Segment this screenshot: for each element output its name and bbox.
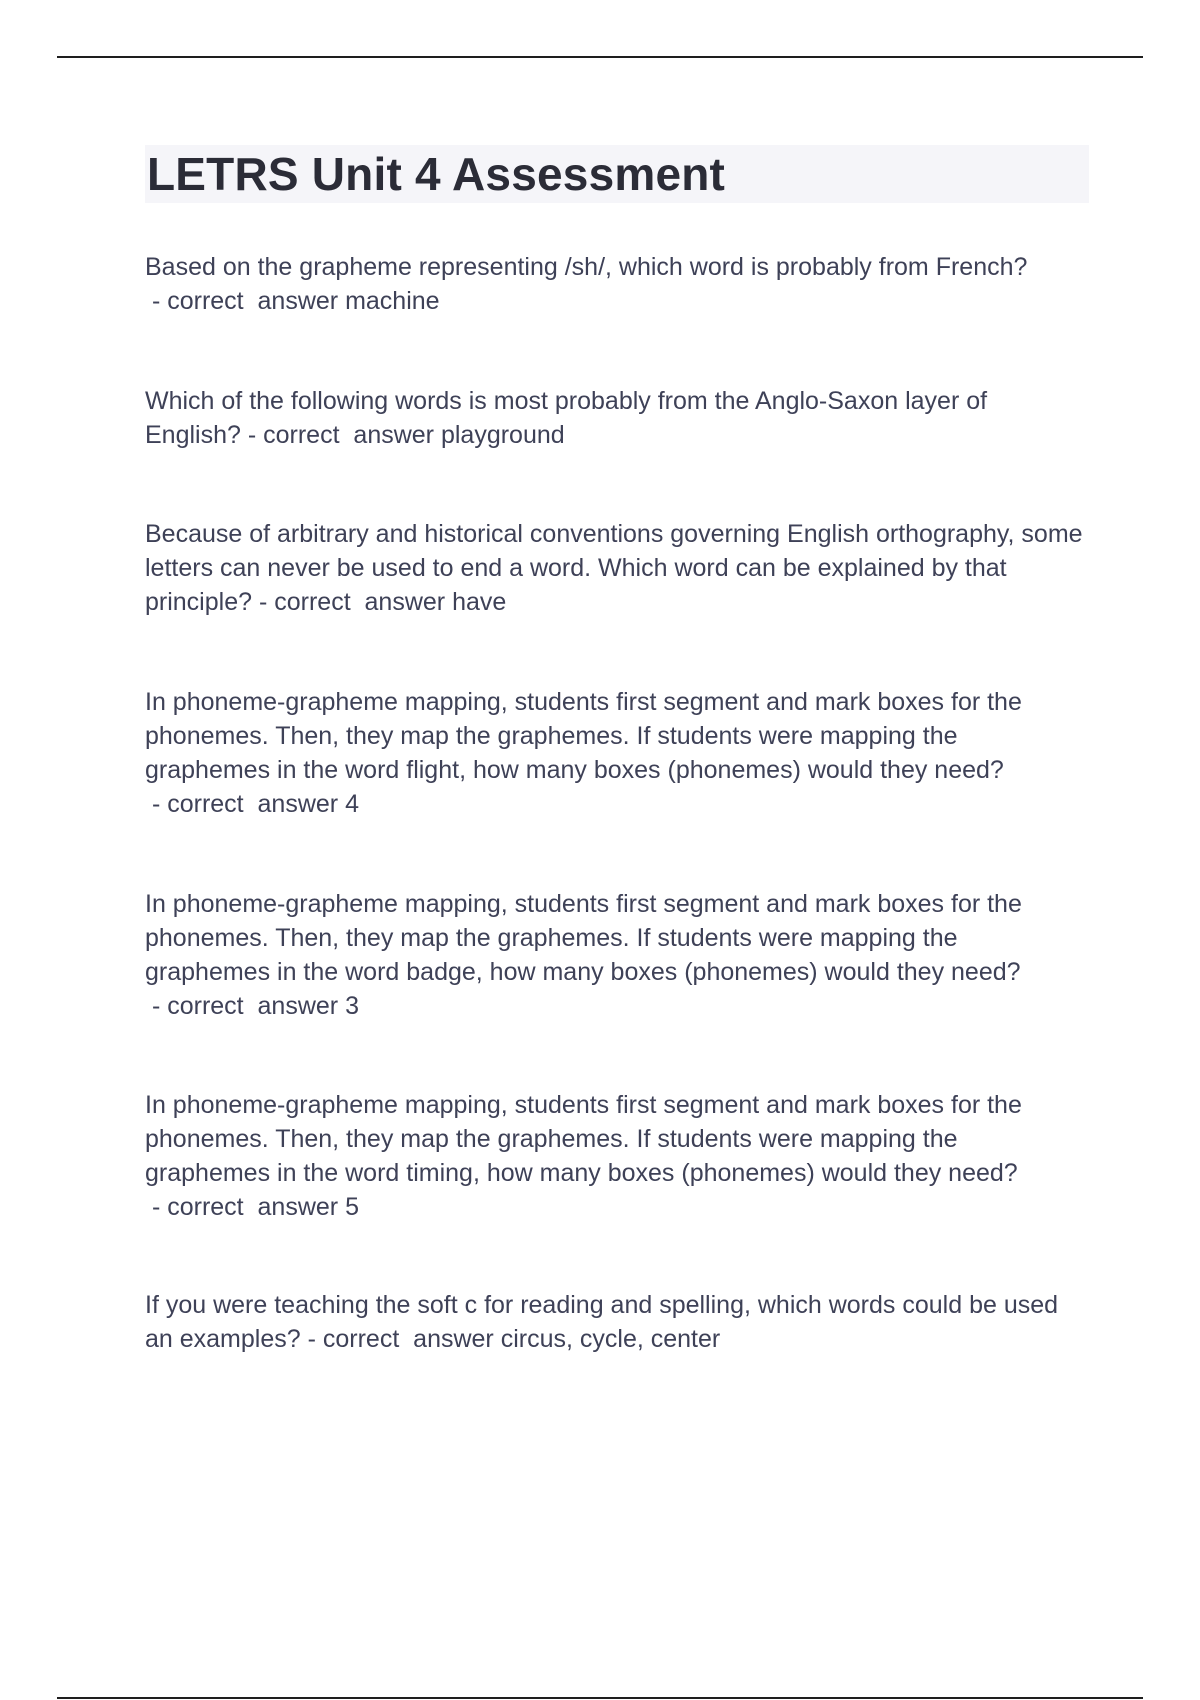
answer-text: 4 — [345, 790, 359, 818]
qa-item — [145, 685, 1087, 821]
answer-label: correct answer — [167, 992, 339, 1020]
separator: - — [145, 992, 168, 1020]
separator: - — [252, 588, 275, 616]
question-text: In phoneme-grapheme mapping, students first segment and mark boxes for the phonemes. Then, they map the graphemes. If students were mapping the graphemes in the word timing, how many boxes (phonemes) would they need? — [145, 1091, 1022, 1187]
separator: - — [145, 287, 168, 315]
answer-text: circus, cycle, center — [500, 1325, 721, 1353]
question-text: Because of arbitrary and historical conventions governing English orthography, some letters can never be used to end a word. Which word can be explained by that principle? — [145, 520, 1083, 616]
question-text: Based on the grapheme representing /sh/, which word is probably from French? — [145, 253, 1028, 281]
qa-item — [145, 1088, 1087, 1224]
question-text: Which of the following words is most probably from the Anglo-Saxon layer of English? — [145, 387, 988, 449]
answer-label: correct answer — [167, 790, 339, 818]
separator: - — [145, 1193, 168, 1221]
answer-text: 3 — [345, 992, 359, 1020]
bottom-rule — [57, 1697, 1143, 1699]
answer-label: correct answer — [263, 421, 435, 449]
top-rule — [57, 56, 1143, 58]
answer-text: 5 — [345, 1193, 359, 1221]
answer-label: correct answer — [167, 287, 339, 315]
separator: - — [240, 421, 264, 449]
question-text: In phoneme-grapheme mapping, students first segment and mark boxes for the phonemes. Then, they map the graphemes. If students were mapping the graphemes in the word flight, how many boxes (phonemes) would they need? — [145, 688, 1022, 784]
qa-item — [145, 250, 1087, 318]
separator: - — [300, 1325, 323, 1353]
answer-text: have — [452, 588, 507, 616]
answer-label: correct answer — [274, 588, 446, 616]
separator: - — [145, 790, 168, 818]
answer-text: machine — [345, 287, 440, 315]
qa-item — [145, 1288, 1087, 1356]
qa-item — [145, 384, 1087, 452]
page-title: LETRS Unit 4 Assessment — [147, 148, 726, 200]
answer-text: playground — [440, 421, 565, 449]
answer-label: correct answer — [322, 1325, 494, 1353]
answer-label: correct answer — [167, 1193, 339, 1221]
question-text: In phoneme-grapheme mapping, students first segment and mark boxes for the phonemes. Then, they map the graphemes. If students were mapping the graphemes in the word badge, how many boxes (phonemes) would they need? — [145, 890, 1022, 986]
title-block — [145, 145, 1089, 203]
qa-item — [145, 887, 1087, 1023]
question-text: If you were teaching the soft c for reading and spelling, which words could be used an examples? — [145, 1291, 1059, 1353]
qa-item — [145, 517, 1087, 619]
